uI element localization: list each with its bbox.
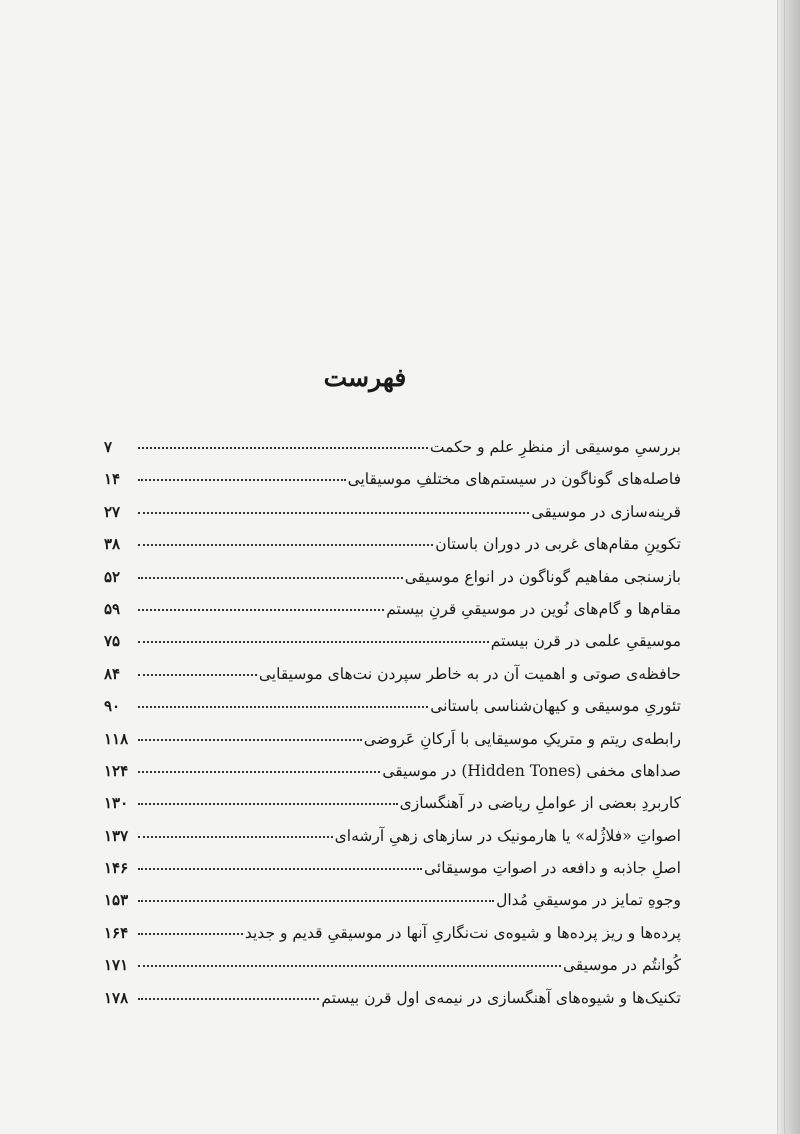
toc-entry	[104, 924, 681, 956]
toc-entry	[104, 891, 681, 923]
toc-entry-title: قرینه‌سازی در موسیقی	[531, 502, 681, 521]
toc-entry-page-number: ۸۴	[104, 664, 121, 683]
toc-entry-page-number: ۳۸	[104, 535, 121, 554]
toc-entry-page-number: ۹۰	[104, 697, 121, 716]
toc-dot-leader	[138, 544, 433, 546]
toc-entry-title: تئوریِ موسیقی و کیهان‌شناسی باستانی	[430, 697, 681, 716]
toc-entry-page-number: ۷۵	[104, 632, 121, 651]
toc-entry-page-number: ۱۱۸	[104, 729, 129, 748]
toc-entry	[104, 989, 681, 1021]
toc-dot-leader	[138, 609, 384, 611]
toc-entry-title: اصلِ جاذبه و دافعه در اصواتِ موسیقائی	[423, 859, 681, 878]
toc-entry-title: مقام‌ها و گام‌های نُوین در موسیقیِ قرنِ بیستم	[386, 599, 681, 618]
toc-entry-title: حافظه‌ی صوتی و اهمیت آن در به خاطر سپردن نت‌های موسیقایی	[258, 664, 681, 683]
toc-entry	[104, 956, 681, 988]
toc-entry	[104, 632, 681, 664]
toc-entry-title: پرده‌ها و ریز پرده‌ها و شیوه‌ی نت‌نگاریِ آنها در موسیقیِ قدیم و جدید	[244, 923, 681, 942]
toc-entry	[104, 697, 681, 729]
toc-entry	[104, 503, 681, 535]
toc-entry	[104, 470, 681, 502]
toc-entry	[104, 859, 681, 891]
toc-entry-title: بررسیِ موسیقی از منظرِ علم و حکمت	[429, 438, 681, 456]
toc-entry-title: موسیقیِ علمی در قرن بیستم	[490, 632, 681, 651]
toc-entry	[104, 762, 681, 794]
toc-entry-page-number: ۱۳۷	[104, 826, 129, 845]
toc-entry-title: تکنیک‌ها و شیوه‌های آهنگسازی در نیمه‌ی اول قرن بیستم	[321, 988, 681, 1007]
toc-dot-leader	[138, 447, 428, 449]
toc-entry-page-number: ۱۴۶	[104, 859, 129, 878]
toc-entry-page-number: ۱۶۴	[104, 923, 129, 942]
toc-entry-title: تکوینِ مقام‌های غربی در دوران باستان	[435, 535, 681, 554]
toc-dot-leader	[138, 641, 489, 643]
toc-entry-page-number: ۱۳۰	[104, 794, 129, 813]
toc-entry-title: فاصله‌های گوناگون در سیستم‌های مختلفِ موسیقایی	[347, 470, 681, 489]
toc-dot-leader	[138, 771, 380, 773]
toc-dot-leader	[138, 479, 346, 481]
page-title: فهرست	[323, 363, 407, 392]
toc-entry-title: کُوانتُم در موسیقی	[563, 956, 681, 975]
toc-entry	[104, 438, 681, 470]
toc-entry-title: وجوهِ تمایز در موسیقیِ مُدال	[496, 891, 681, 910]
toc-entry-page-number: ۱۲۴	[104, 761, 129, 780]
toc-dot-leader	[138, 998, 319, 1000]
toc-entry	[104, 730, 681, 762]
toc-dot-leader	[138, 868, 422, 870]
toc-entry-page-number: ۲۷	[104, 502, 121, 521]
toc-entry	[104, 568, 681, 600]
toc-dot-leader	[138, 706, 428, 708]
toc-entry-title: بازسنجی مفاهیم گوناگون در انواع موسیقی	[404, 567, 681, 586]
toc-entry	[104, 827, 681, 859]
toc-entry-page-number: ۷	[104, 438, 113, 456]
table-of-contents	[104, 438, 681, 1021]
toc-entry-title: صداهای مخفی (Hidden Tones) در موسیقی	[382, 761, 681, 780]
toc-dot-leader	[138, 674, 257, 676]
toc-entry-page-number: ۵۲	[104, 567, 121, 586]
toc-entry-page-number: ۱۷۸	[104, 988, 129, 1007]
toc-entry-title: اصواتِ «فلاژُله» یا هارمونیک در سازهای زهیِ آرشه‌ای	[334, 826, 681, 845]
toc-entry	[104, 535, 681, 567]
toc-entry	[104, 665, 681, 697]
toc-dot-leader	[138, 836, 333, 838]
page-edge	[777, 0, 800, 1134]
toc-dot-leader	[138, 803, 398, 805]
toc-entry	[104, 794, 681, 826]
toc-entry	[104, 600, 681, 632]
toc-dot-leader	[138, 965, 561, 967]
toc-entry-page-number: ۱۵۳	[104, 891, 129, 910]
toc-dot-leader	[138, 900, 494, 902]
toc-entry-page-number: ۵۹	[104, 599, 121, 618]
toc-dot-leader	[138, 933, 243, 935]
toc-entry-page-number: ۱۷۱	[104, 956, 129, 975]
toc-entry-title: کاربردِ بعضی از عواملِ ریاضی در آهنگسازی	[399, 794, 681, 813]
toc-dot-leader	[138, 739, 362, 741]
toc-entry-title: رابطه‌ی ریتم و متریکِ موسیقایی با اَرکانِ عَروضی	[363, 729, 681, 748]
toc-dot-leader	[138, 577, 403, 579]
toc-entry-page-number: ۱۴	[104, 470, 121, 489]
toc-dot-leader	[138, 512, 529, 514]
